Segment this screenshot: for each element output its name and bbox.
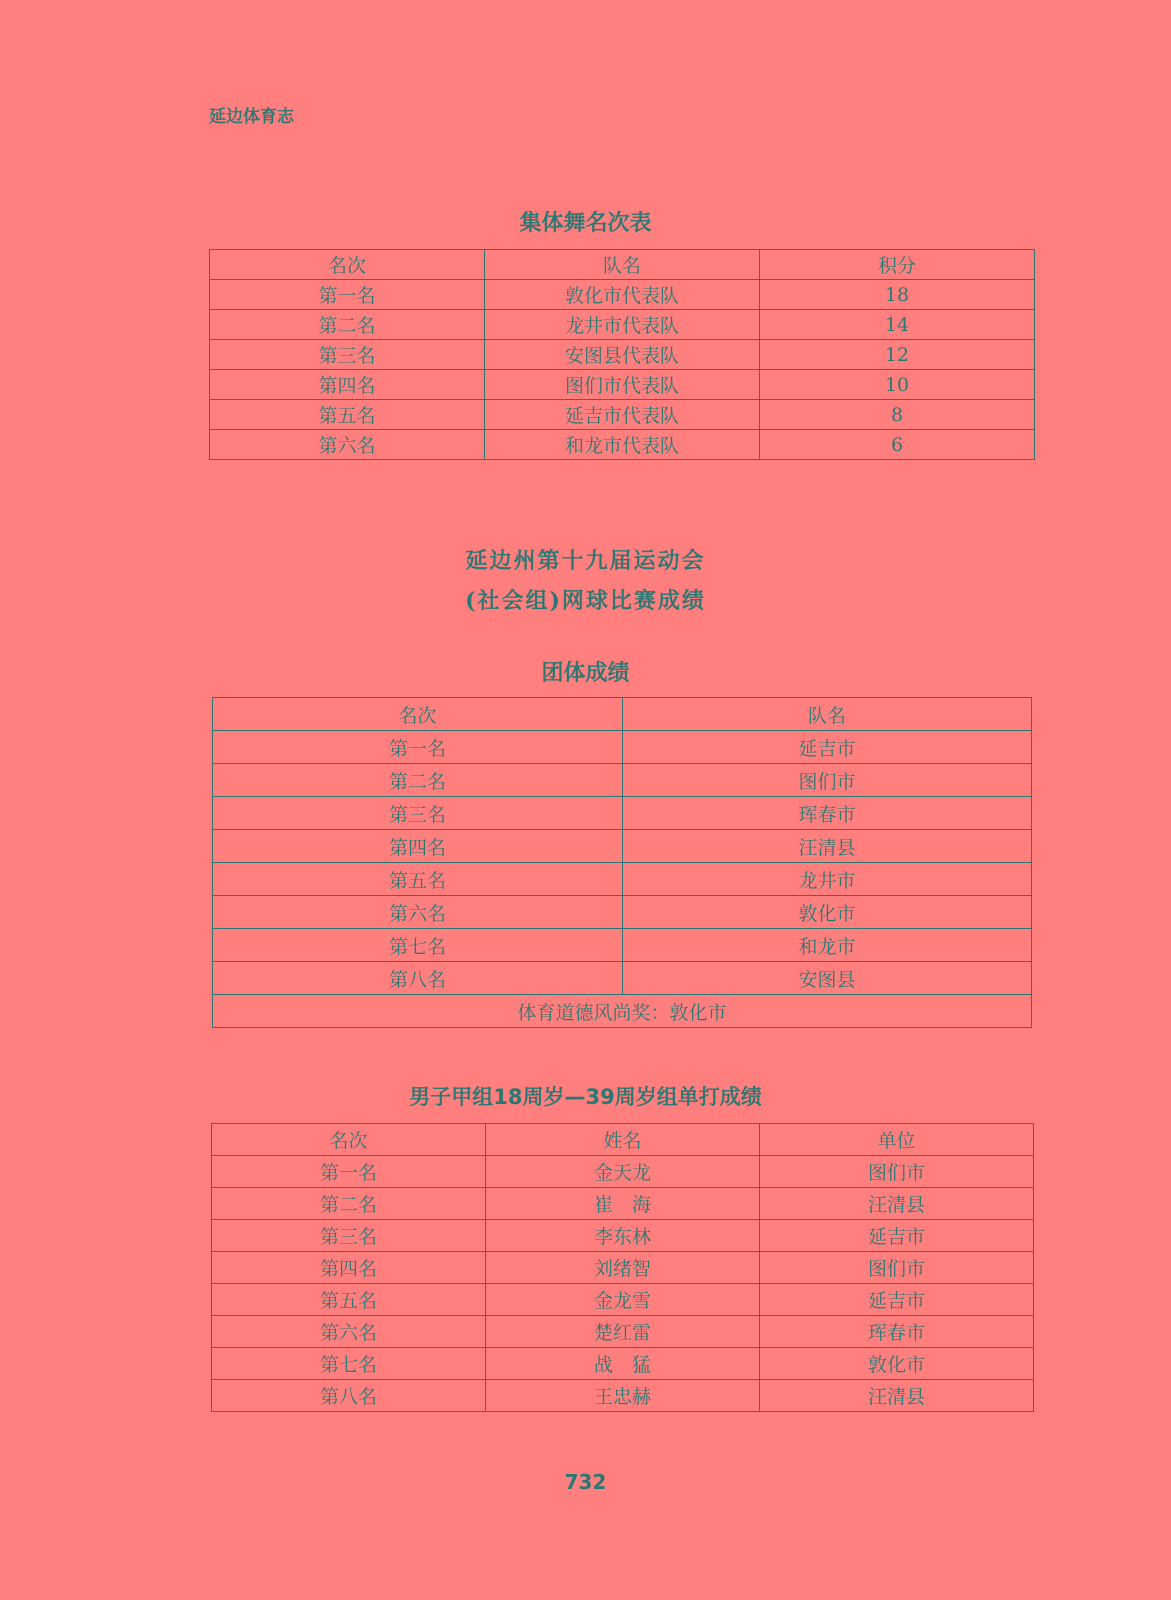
- sportsmanship-award: 体育道德风尚奖：敦化市: [213, 995, 1032, 1028]
- table-cell: 第四名: [210, 370, 485, 400]
- table-cell: 14: [760, 310, 1035, 340]
- table-row: [213, 962, 1032, 995]
- table-cell: 战 猛: [486, 1348, 760, 1380]
- column-header: 积分: [760, 250, 1035, 280]
- table-cell: 敦化市: [623, 896, 1032, 929]
- table-cell: 第五名: [212, 1284, 486, 1316]
- table-row: [212, 1316, 1034, 1348]
- table-cell: 第二名: [210, 310, 485, 340]
- table-cell: 汪清县: [760, 1380, 1034, 1412]
- table-cell: 第一名: [210, 280, 485, 310]
- table-cell: 崔 海: [486, 1188, 760, 1220]
- table-cell: 敦化市代表队: [485, 280, 760, 310]
- table3-title: 男子甲组18周岁—39周岁组单打成绩: [409, 1085, 762, 1109]
- column-header: 姓名: [486, 1124, 760, 1156]
- footer-row: [213, 995, 1032, 1028]
- table-cell: 第六名: [213, 896, 623, 929]
- table-row: [213, 731, 1032, 764]
- table-cell: 图们市: [760, 1156, 1034, 1188]
- table-cell: 10: [760, 370, 1035, 400]
- table-cell: 汪清县: [760, 1188, 1034, 1220]
- table-cell: 第八名: [213, 962, 623, 995]
- table-row: [210, 400, 1035, 430]
- table-cell: 第三名: [210, 340, 485, 370]
- table-cell: 第三名: [213, 797, 623, 830]
- page-number: 732: [564, 1470, 607, 1494]
- table-cell: 第七名: [213, 929, 623, 962]
- table-row: [210, 340, 1035, 370]
- table-cell: 图们市: [760, 1252, 1034, 1284]
- table-cell: 第六名: [210, 430, 485, 460]
- table-cell: 8: [760, 400, 1035, 430]
- table-cell: 敦化市: [760, 1348, 1034, 1380]
- table-cell: 金天龙: [486, 1156, 760, 1188]
- table2-title: 团体成绩: [541, 661, 630, 686]
- table-cell: 汪清县: [623, 830, 1032, 863]
- table-cell: 第二名: [212, 1188, 486, 1220]
- section-title-line2: (社会组)网球比赛成绩: [465, 588, 706, 614]
- table-cell: 第四名: [213, 830, 623, 863]
- table-cell: 延吉市: [760, 1284, 1034, 1316]
- table-row: [212, 1220, 1034, 1252]
- column-header: 名次: [213, 698, 623, 731]
- table-cell: 刘绪智: [486, 1252, 760, 1284]
- table-row: [213, 830, 1032, 863]
- table-cell: 和龙市: [623, 929, 1032, 962]
- table-cell: 珲春市: [760, 1316, 1034, 1348]
- table-cell: 第八名: [212, 1380, 486, 1412]
- table-cell: 延吉市: [760, 1220, 1034, 1252]
- header-row: [212, 1124, 1034, 1156]
- team-results-table: [212, 697, 1032, 1028]
- table-cell: 图们市代表队: [485, 370, 760, 400]
- table-row: [210, 370, 1035, 400]
- table-cell: 图们市: [623, 764, 1032, 797]
- table-row: [212, 1188, 1034, 1220]
- table-row: [210, 310, 1035, 340]
- table-cell: 延吉市代表队: [485, 400, 760, 430]
- table-cell: 安图县代表队: [485, 340, 760, 370]
- table-cell: 李东林: [486, 1220, 760, 1252]
- table-cell: 珲春市: [623, 797, 1032, 830]
- table-cell: 第一名: [212, 1156, 486, 1188]
- table-cell: 第六名: [212, 1316, 486, 1348]
- table-cell: 第四名: [212, 1252, 486, 1284]
- table-row: [210, 430, 1035, 460]
- table-cell: 龙井市: [623, 863, 1032, 896]
- column-header: 名次: [212, 1124, 486, 1156]
- table-row: [213, 764, 1032, 797]
- table-cell: 18: [760, 280, 1035, 310]
- table-row: [212, 1284, 1034, 1316]
- table-cell: 6: [760, 430, 1035, 460]
- table-cell: 第七名: [212, 1348, 486, 1380]
- running-header: 延边体育志: [209, 107, 294, 127]
- header-row: [210, 250, 1035, 280]
- header-row: [213, 698, 1032, 731]
- mens-singles-results-table: [211, 1123, 1034, 1412]
- table-cell: 安图县: [623, 962, 1032, 995]
- table-cell: 金龙雪: [486, 1284, 760, 1316]
- table-row: [213, 896, 1032, 929]
- table1-title: 集体舞名次表: [519, 211, 652, 236]
- table-cell: 和龙市代表队: [485, 430, 760, 460]
- table-cell: 第五名: [210, 400, 485, 430]
- table-row: [210, 280, 1035, 310]
- table-row: [212, 1348, 1034, 1380]
- table-row: [212, 1380, 1034, 1412]
- table-cell: 第一名: [213, 731, 623, 764]
- column-header: 队名: [623, 698, 1032, 731]
- table-cell: 龙井市代表队: [485, 310, 760, 340]
- column-header: 名次: [210, 250, 485, 280]
- table-row: [212, 1156, 1034, 1188]
- table-row: [213, 863, 1032, 896]
- table-row: [212, 1252, 1034, 1284]
- table-cell: 王忠赫: [486, 1380, 760, 1412]
- table-cell: 12: [760, 340, 1035, 370]
- table-cell: 楚红雷: [486, 1316, 760, 1348]
- table-row: [213, 929, 1032, 962]
- table-cell: 第五名: [213, 863, 623, 896]
- table-cell: 第二名: [213, 764, 623, 797]
- table-cell: 第三名: [212, 1220, 486, 1252]
- table-cell: 延吉市: [623, 731, 1032, 764]
- column-header: 队名: [485, 250, 760, 280]
- section-title-line1: 延边州第十九届运动会: [465, 548, 706, 574]
- column-header: 单位: [760, 1124, 1034, 1156]
- group-dance-ranking-table: [209, 249, 1035, 460]
- table-row: [213, 797, 1032, 830]
